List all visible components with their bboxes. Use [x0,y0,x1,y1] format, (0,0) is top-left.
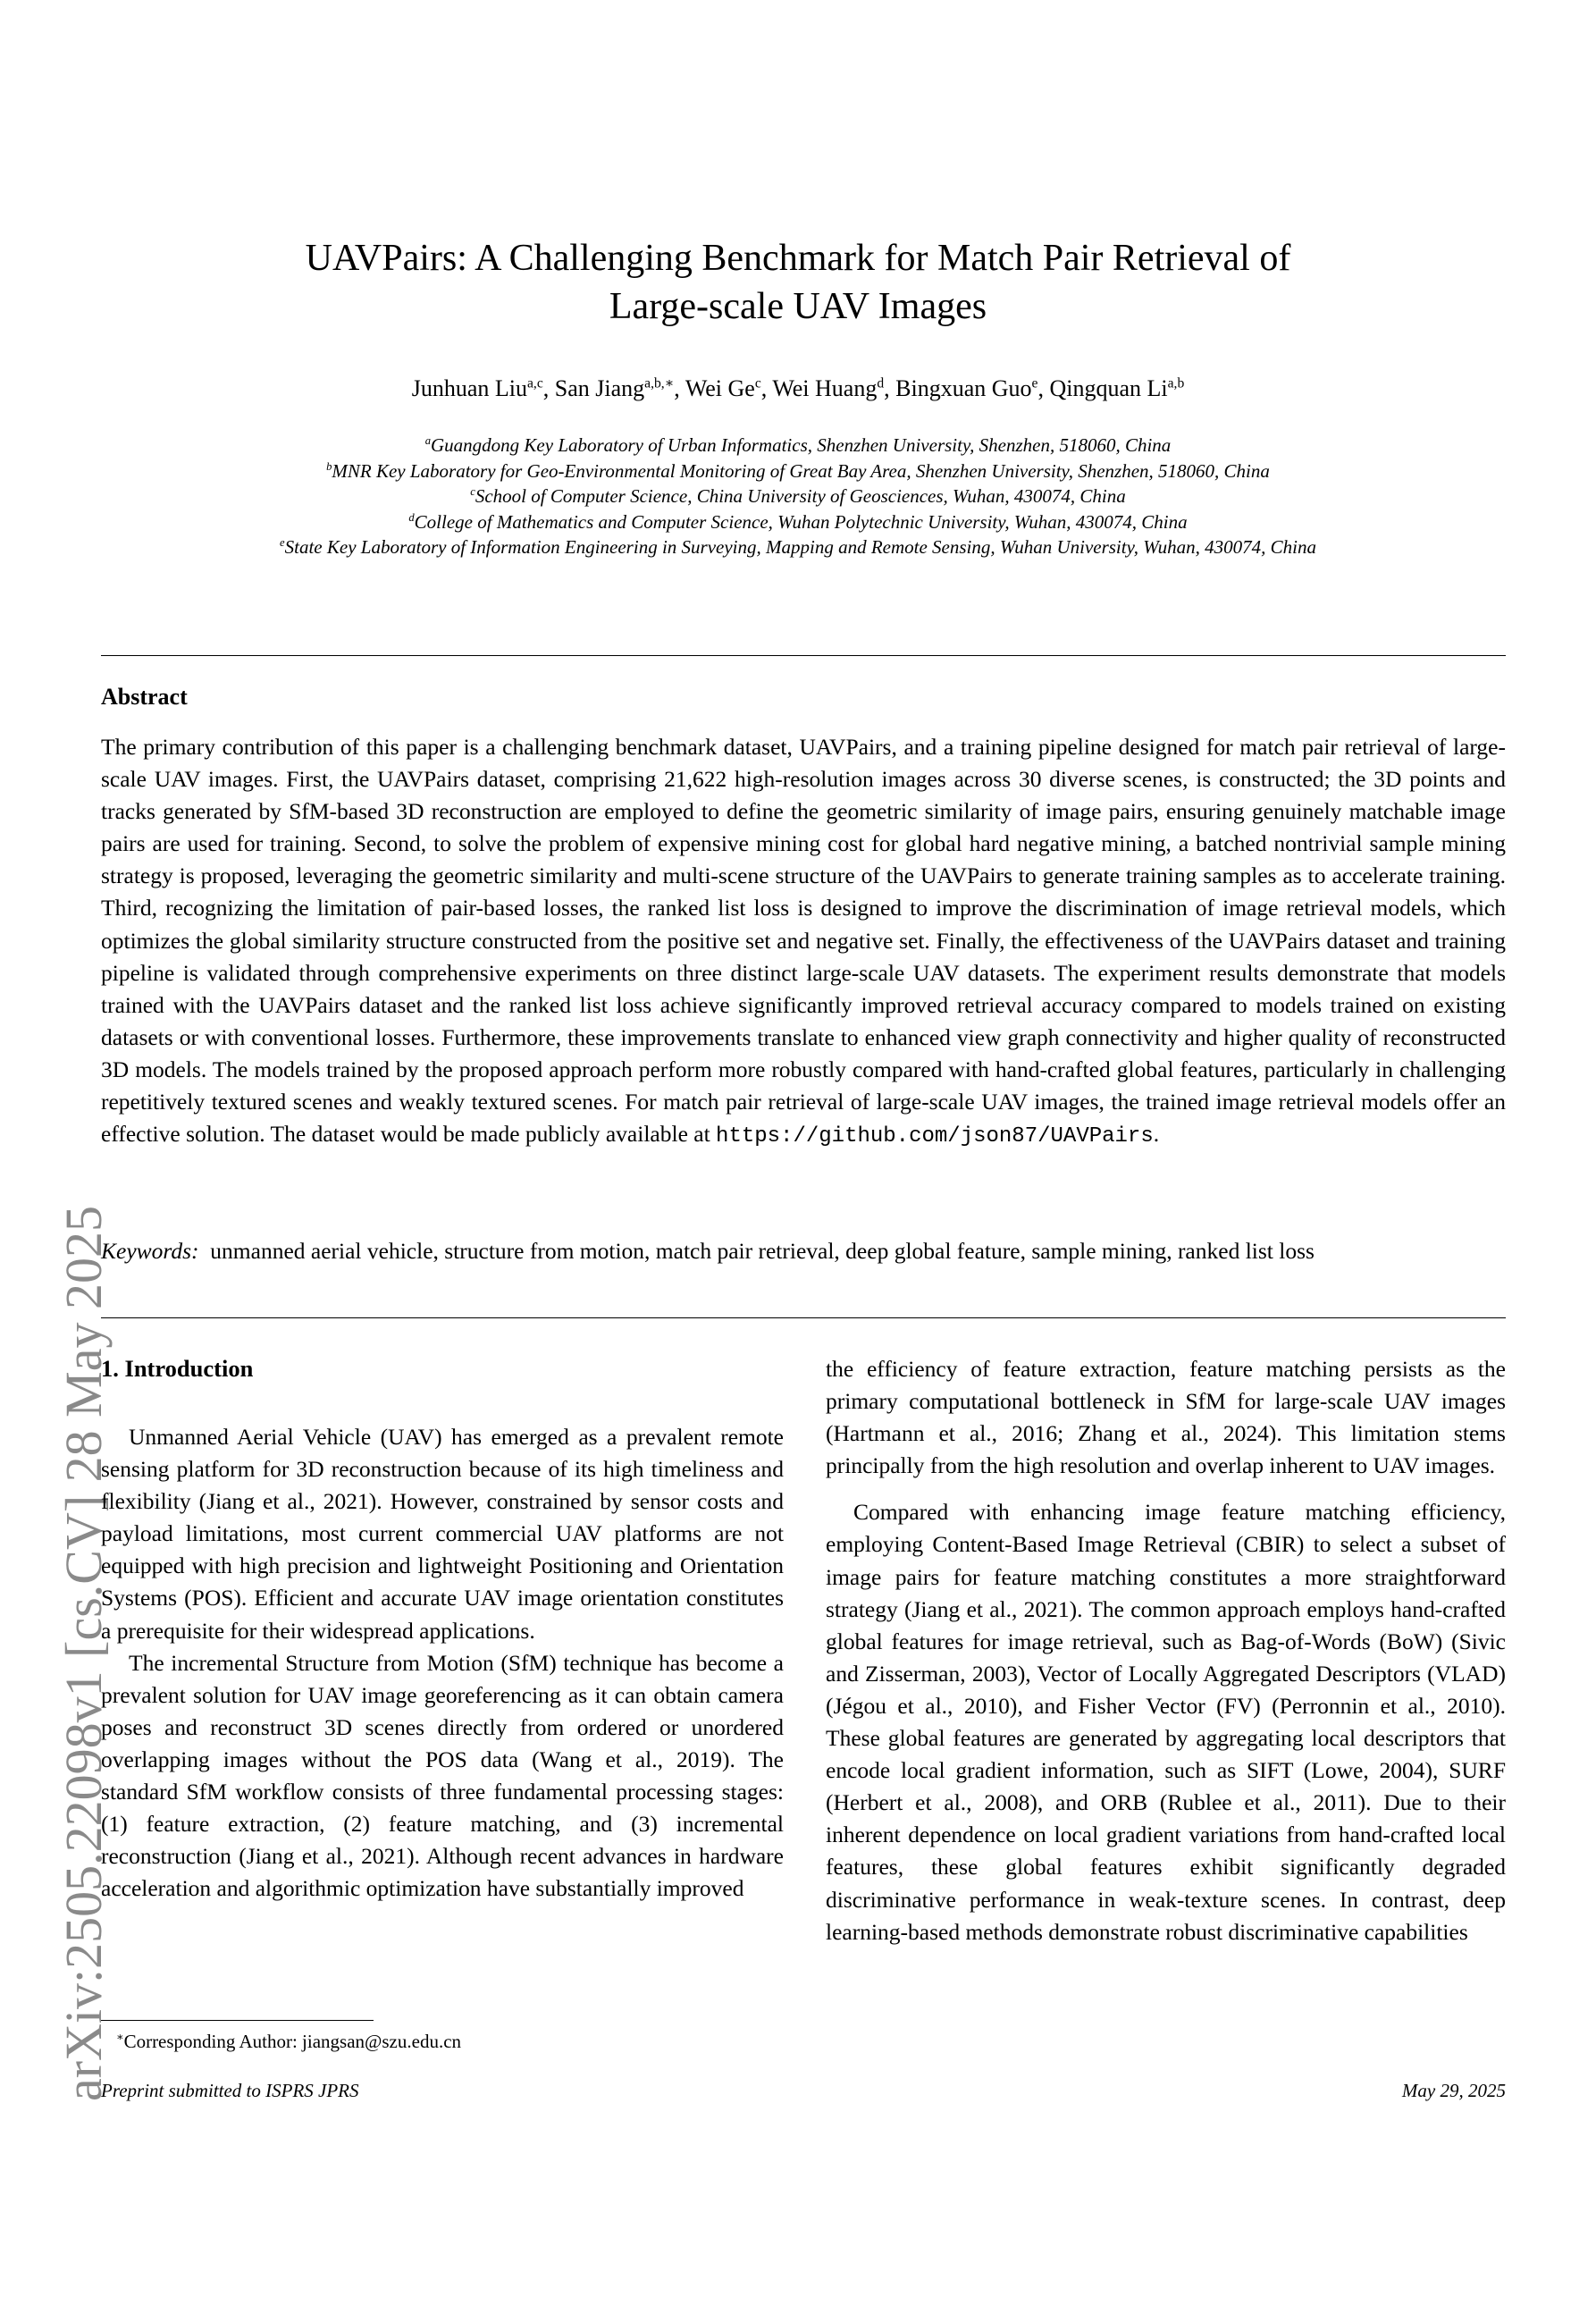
arxiv-watermark: arXiv:2505.22098v1 [cs.CV] 28 May 2025 [55,1206,113,2102]
paragraph: the efficiency of feature extraction, feature matching persists as the primary computational bottleneck in SfM for large-scale UAV images (Hartmann et al., 2016; Zhang et al., 2024). This limitation stems principally from the high resolution and overlap inherent to UAV images. [826,1356,1506,1479]
right-column [826,1353,1506,1948]
abstract-top-rule [101,655,1506,656]
paragraph: The incremental Structure from Motion (SfM) technique has become a prevalent solution for UAV image georeferencing as it can obtain camera poses and reconstruct 3D scenes directly from ordered or unordered overlapping images without the POS data (Wang et al., 2019). The standard SfM workflow consists of three fundamental processing stages: (1) feature extraction, (2) feature matching, and (3) incremental reconstruction (Jiang et al., 2021). Although recent advances in hardware acceleration and algorithmic optimization have substantially improved [101,1649,784,1902]
keywords-bottom-rule [101,1317,1506,1318]
paper-title [0,234,1596,331]
affiliation: $^e$State Key Laboratory of Information Engineering in Surveying, Mapping and Remote Sensing, Wuhan University, Wuhan, 430074, China [280,536,1316,558]
dataset-url-link[interactable]: https://github.com/json87/UAVPairs [716,1124,1154,1149]
author: Junhuan Liu$^{a,c}$, [411,375,555,401]
footer-journal: Preprint submitted to ISPRS JPRS [101,2080,359,2101]
affiliation: $^a$Guangdong Key Laboratory of Urban Informatics, Shenzhen University, Shenzhen, 518060, China [424,434,1172,456]
keywords-text: unmanned aerial vehicle, structure from motion, match pair retrieval, deep global feature, sample mining, ranked list loss [210,1238,1315,1264]
paragraph: Compared with enhancing image feature matching efficiency, employing Content-Based Image Retrieval (CBIR) to select a subset of image pairs for feature matching constitutes a more straightforward strategy (Jiang et al., 2021). The common approach employs hand-crafted global features for image retrieval, such as Bag-of-Words (BoW) (Sivic and Zisserman, 2003), Vector of Locally Aggregated Descriptors (VLAD) (Jégou et al., 2010), and Fisher Vector (FV) (Perronnin et al., 2010). These global features are generated by aggregating local descriptors that encode local gradient information, such as SIFT (Lowe, 2004), SURF (Herbert et al., 2008), and ORB (Rublee et al., 2011). Due to their inherent dependence on local gradient variations from hand-crafted local features, these global features exhibit significantly degraded discriminative performance in weak-texture scenes. In contrast, deep learning-based methods demonstrate robust discriminative capabilities [826,1499,1506,1945]
paragraph: Unmanned Aerial Vehicle (UAV) has emerged as a prevalent remote sensing platform for 3D reconstruction because of its high timeliness and flexibility (Jiang et al., 2021). However, constrained by sensor costs and payload limitations, most current commercial UAV platforms are not equipped with high precision and lightweight Positioning and Orientation Systems (POS). Efficient and accurate UAV image orientation constitutes a prerequisite for their widespread applications. [101,1424,784,1644]
keywords [101,1235,1506,1267]
keywords-label: Keywords: [101,1238,199,1264]
author: Qingquan Li$^{a,b}$ [1049,375,1185,401]
title-line-2: Large-scale UAV Images [609,286,987,327]
affiliation-list [0,433,1596,560]
affiliation: $^b$MNR Key Laboratory for Geo-Environmental Monitoring of Great Bay Area, Shenzhen University, Shenzhen, 518060, China [326,459,1270,482]
footer-date: May 29, 2025 [1401,2080,1506,2101]
section-heading-introduction: 1. Introduction [101,1355,254,1382]
author: Wei Huang$^d$, [772,375,896,401]
left-column [101,1421,784,1905]
abstract-heading: Abstract [101,684,188,710]
footnote: ∗Corresponding Author: jiangsan@szu.edu.cn [116,2031,462,2052]
title-line-1: UAVPairs: A Challenging Benchmark for Match Pair Retrieval of [305,238,1291,279]
author-list [0,374,1596,404]
author: Bingxuan Guo$^e$, [895,375,1050,401]
affiliation: $^c$School of Computer Science, China University of Geosciences, Wuhan, 430074, China [470,485,1126,507]
abstract-body: The primary contribution of this paper is a challenging benchmark dataset, UAVPairs, and a training pipeline designed for match pair retrieval of large-scale UAV images. First, the UAVPairs dataset, comprising 21,622 high-resolution images across 30 diverse scenes, is constructed; the 3D points and tracks generated by SfM-based 3D reconstruction are employed to define the geometric similarity of image pairs, ensuring genuinely matchable image pairs are used for training. Second, to solve the problem of expensive mining cost for global hard negative mining, a batched nontrivial sample mining strategy is proposed, leveraging the geometric similarity and multi-scene structure of the UAVPairs to generate training samples as to accelerate training. Third, recognizing the limitation of pair-based losses, the ranked list loss is designed to improve the discrimination of image retrieval models, which optimizes the global similarity structure constructed from the positive set and negative set. Finally, the effectiveness of the UAVPairs dataset and training pipeline is validated through comprehensive experiments on three distinct large-scale UAV datasets. The experiment results demonstrate that models trained with the UAVPairs dataset and the ranked list loss achieve significantly improved retrieval accuracy compared to models trained on existing datasets or with conventional losses. Furthermore, these improvements translate to enhanced view graph connectivity and higher quality of reconstructed 3D models. The models trained by the proposed approach perform more robustly compared with hand-crafted global features, particularly in challenging repetitively textured scenes and weakly textured scenes. For match pair retrieval of large-scale UAV images, the trained image retrieval models offer an effective solution. The dataset would be made publicly available at https://github.com/json87/UAVPairs. [101,734,1506,1149]
affiliation: $^d$College of Mathematics and Computer Science, Wuhan Polytechnic University, Wuhan, 430074, China [408,510,1188,533]
author: San Jiang$^{a,b,∗}$, [554,375,685,401]
author: Wei Ge$^c$, [685,375,773,401]
footnote-rule [101,2020,374,2021]
